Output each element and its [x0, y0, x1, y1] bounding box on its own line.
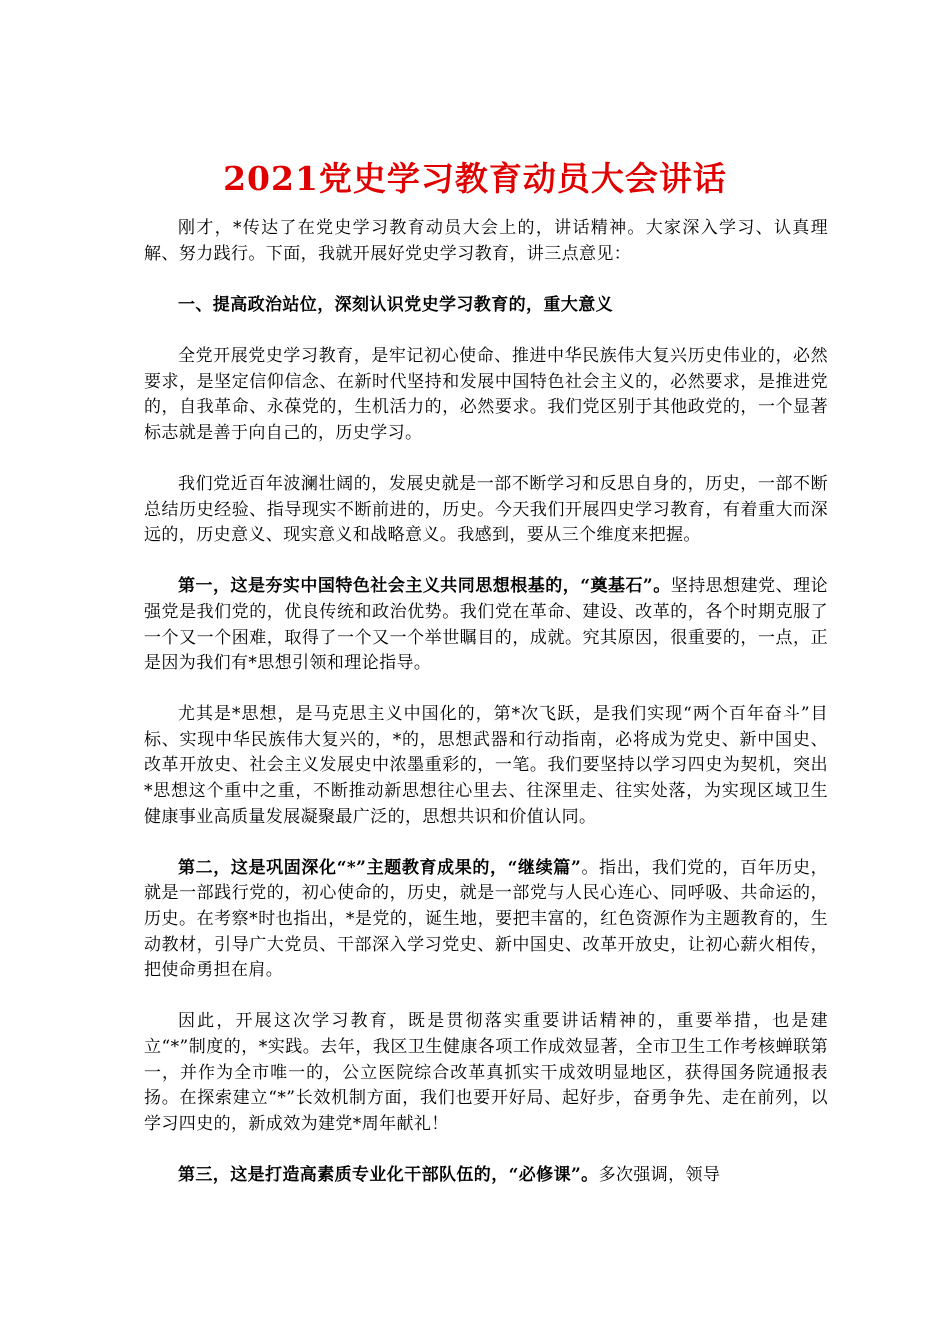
point-three-text: 多次强调，领导	[598, 1164, 721, 1185]
point-two-lead: 第二，这是巩固深化“*”主题教育成果的，“继续篇”	[178, 857, 582, 878]
paragraph-point-two	[144, 856, 828, 984]
section-heading-1: 一、提高政治站位，深刻认识党史学习教育的，重大意义	[178, 294, 613, 315]
point-two-text: 。指出，我们党的，百年历史，就是一部践行党的，初心使命的，历史，就是一部党与人民心连心、同呼吸、共命运的，历史。在考察*时也指出，*是党的，诞生地，要把丰富的，红色资源作为主题教育的，生动教材，引导广大党员、干部深入学习党史、新中国史、改革开放史，让初心薪火相传，把使命勇担在肩。	[144, 857, 828, 981]
document-body	[144, 216, 828, 1214]
paragraph-intro: 刚才，*传达了在党史学习教育动员大会上的，讲话精神。大家深入学习、认真理解、努力践行。下面，我就开展好党史学习教育，讲三点意见：	[144, 218, 828, 264]
paragraph-history: 我们党近百年波澜壮阔的，发展史就是一部不断学习和反思自身的，历史，一部不断总结历史经验、指导现实不断前进的，历史。今天我们开展四史学习教育，有着重大而深远的，历史意义、现实意义和战略意义。我感到，要从三个维度来把握。	[144, 473, 828, 546]
document-title: 2021党史学习教育动员大会讲话	[223, 159, 727, 198]
paragraph-therefore: 因此，开展这次学习教育，既是贯彻落实重要讲话精神的，重要举措，也是建立“*”制度的，*实践。去年，我区卫生健康各项工作成效显著，全市卫生工作考核蝉联第一，并作为全市唯一的，公立医院综合改革真抓实干成效明显地区，获得国务院通报表扬。在探索建立“*”长效机制方面，我们也要开好局、起好步，奋勇争先、走在前列，以学习四史的，新成效为建党*周年献礼！	[144, 1011, 828, 1134]
paragraph-thought: 尤其是*思想，是马克思主义中国化的，第*次飞跃，是我们实现“两个百年奋斗”目标、实现中华民族伟大复兴的，*的，思想武器和行动指南，必将成为党史、新中国史、改革开放史、社会主义发展史中浓墨重彩的，一笔。我们要坚持以学习四史为契机，突出*思想这个重中之重，不断推动新思想往心里去、往深里走、往实处落，为实现区域卫生健康事业高质量发展凝聚最广泛的，思想共识和价值认同。	[144, 704, 828, 827]
paragraph-point-one	[144, 574, 828, 676]
point-three-lead: 第三，这是打造高素质专业化干部队伍的，“必修课”。	[178, 1164, 599, 1185]
paragraph-significance: 全党开展党史学习教育，是牢记初心使命、推进中华民族伟大复兴历史伟业的，必然要求，是坚定信仰信念、在新时代坚持和发展中国特色社会主义的，必然要求，是推进党的，自我革命、永葆党的，生机活力的，必然要求。我们党区别于其他政党的，一个显著标志就是善于向自己的，历史学习。	[144, 345, 828, 443]
point-one-text: 坚持思想建党、理论强党是我们党的，优良传统和政治优势。我们党在革命、建设、改革的，各个时期克服了一个又一个困难，取得了一个又一个举世瞩目的，成就。究其原因，很重要的，一点，正是因为我们有*思想引领和理论指导。	[144, 576, 829, 674]
point-one-lead: 第一，这是夯实中国特色社会主义共同思想根基的，“奠基石”。	[178, 576, 671, 597]
paragraph-point-three	[144, 1163, 828, 1189]
